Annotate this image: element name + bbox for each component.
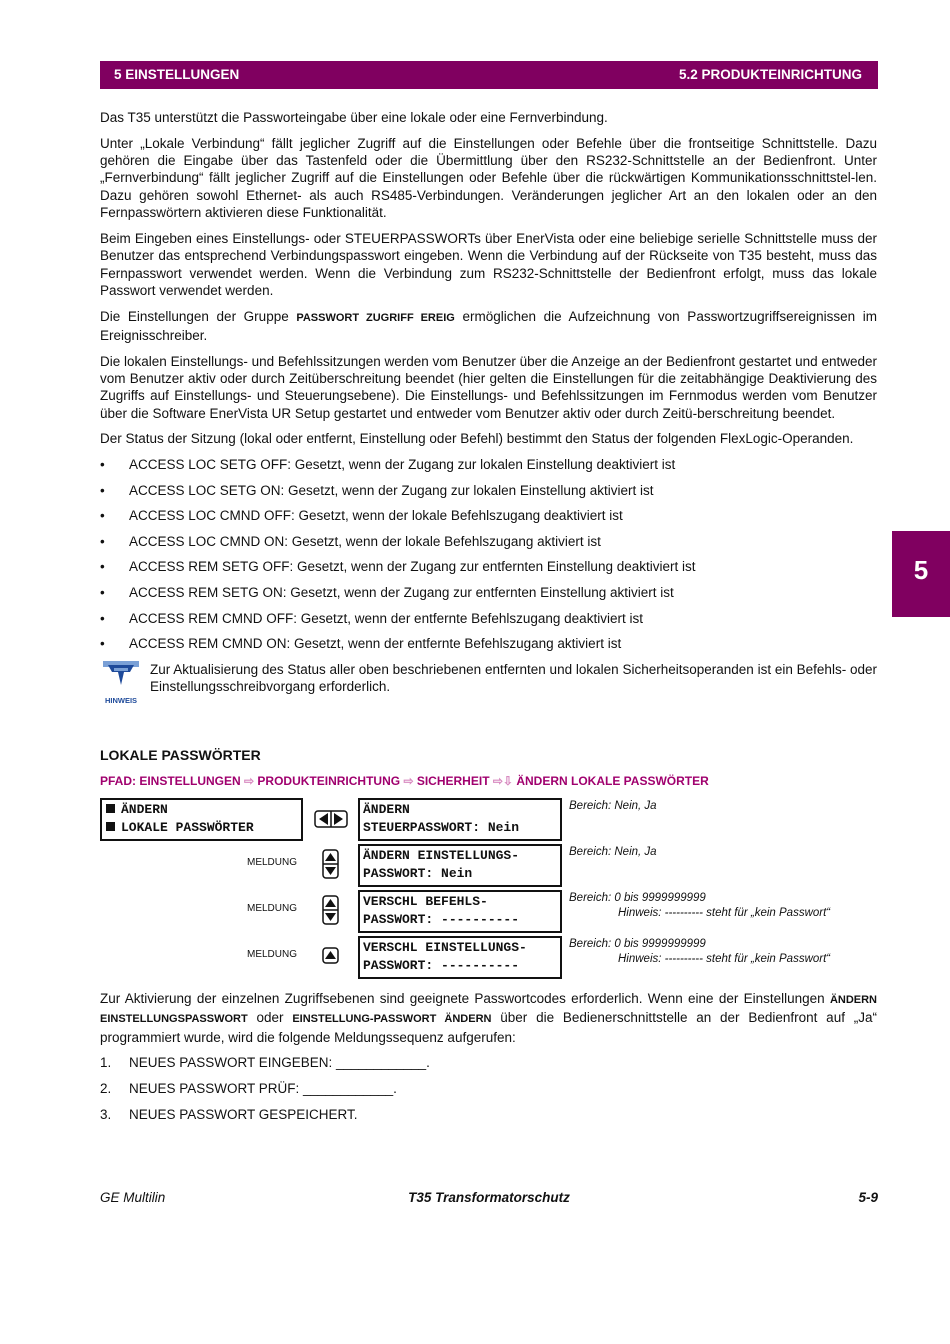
menu-line [105,801,298,819]
path-segment: ÄNDERN LOKALE PASSWÖRTER [516,774,709,788]
bullet-marker: • [100,482,105,498]
range-info [569,799,657,814]
page-number: 5-9 [858,1190,878,1205]
text-span: ermöglichen die Aufzeichnung von Passwortzugriffsereignissen im Ereignisschreiber. [100,308,878,344]
setting-name: ÄNDERN EINSTELLUNGSPASSWORT [100,994,877,1026]
range-text: Bereich: 0 bis 9999999999 [569,938,706,950]
footer-company: GE Multilin [100,1190,166,1205]
arrow-right-icon: ⇨ [244,774,255,788]
text-span: Die Einstellungen der Gruppe [100,308,297,324]
paragraph [100,308,877,345]
bullet-marker: • [100,533,105,549]
menu-item-box [358,798,562,841]
menu-line-text: PASSWORT: ---------- [363,958,520,973]
menu-line-text: ÄNDERN [363,802,410,817]
list-item [100,533,877,550]
list-item [100,635,877,652]
chapter-tab: 5 [892,531,950,617]
step-item [100,1054,877,1071]
menu-line-text: PASSWORT: Nein [363,866,473,881]
paragraph: Beim Eingeben eines Einstellungs- oder STEUERPASSWORTs über EnerVista oder eine beliebige serielle Schnittstelle muss der Benutzer das entsprechend Verbindungspasswort eingeben. Wenn die Verbindung auf der Rückseite von T35 besteht, muss das Fernpasswort verwendet werden. Wenn die Verbindung zum RS232-Schnittstelle der Bedienfront erfolgt, muss das lokale Passwort verwendet werden. [100,230,877,299]
note-icon [100,659,142,710]
menu-line-text: ÄNDERN [121,802,168,817]
section-header-bar [100,61,878,89]
list-item [100,558,877,575]
arrow-right-down-icon: ⇨⇩ [492,774,513,788]
bullet-text: ACCESS REM SETG OFF: Gesetzt, wenn der Zugang zur entfernten Einstellung deaktiviert ist [129,559,696,575]
range-info [569,845,657,860]
footer-product: T35 Transformatorschutz [408,1190,570,1205]
up-down-arrow-icon [322,895,339,925]
settings-path [100,774,709,788]
path-segment: PFAD: EINSTELLUNGEN [100,774,241,788]
menu-line-text: ÄNDERN EINSTELLUNGS- [363,848,520,863]
menu-item-box [358,890,562,933]
setting-name: PASSWORT ZUGRIFF EREIG [296,311,455,324]
step-item [100,1080,877,1097]
bullet-marker: • [100,636,105,652]
bullet-text: ACCESS REM CMND ON: Gesetzt, wenn der entfernte Befehlszugang aktiviert ist [129,636,622,652]
bullet-marker: • [100,559,105,575]
hint-text: Hinweis: ---------- steht für „kein Passwort“ [618,907,831,919]
message-label: MELDUNG [247,949,298,960]
step-number: 2. [100,1080,112,1096]
text-span: über die Bedienerschnittstelle an der Bedienfront auf „Ja“ programmiert wurde, wird die folgende Meldungssequenz aufgerufen: [100,1010,877,1045]
list-item [100,482,877,499]
square-bullet-icon [106,804,115,813]
range-text: Bereich: Nein, Ja [569,846,657,858]
subsection-title: LOKALE PASSWÖRTER [100,747,261,763]
range-text: Bereich: 0 bis 9999999999 [569,892,706,904]
menu-line-text: STEUERPASSWORT: Nein [363,820,520,835]
menu-item-box [358,936,562,979]
menu-line-text: LOKALE PASSWÖRTER [121,820,254,835]
text-span: Zur Aktivierung der einzelnen Zugriffsebenen sind geeignete Passwortcodes erforderlich. Wenn eine der Einstellungen [100,991,830,1006]
list-item [100,507,877,524]
menu-line-text: VERSCHL EINSTELLUNGS- [363,940,527,955]
menu-item-box [358,844,562,887]
hand-note-icon [100,659,142,687]
setting-name: EINSTELLUNG-PASSWORT ÄNDERN [292,1013,492,1026]
step-item [100,1106,877,1123]
paragraph: Das T35 unterstützt die Passworteingabe über eine lokale oder eine Fernverbindung. [100,110,608,125]
step-text: NEUES PASSWORT EINGEBEN: ____________. [129,1055,430,1071]
range-info [569,937,830,967]
body-text-lower [100,990,877,1131]
message-label: MELDUNG [247,903,298,914]
note-block [100,661,877,706]
section-title-header: 5.2 PRODUKTEINRICHTUNG [678,67,862,82]
up-down-arrow-icon [322,849,339,879]
up-arrow-icon [322,947,339,964]
bullet-text: ACCESS LOC SETG ON: Gesetzt, wenn der Zugang zur lokalen Einstellung aktiviert ist [129,482,654,498]
list-item [100,584,877,601]
menu-line-text: VERSCHL BEFEHLS- [363,894,488,909]
bullet-marker: • [100,584,105,600]
list-item [100,610,877,627]
chapter-title: 5 EINSTELLUNGEN [114,67,240,82]
text-span: oder [247,1010,293,1026]
step-text: NEUES PASSWORT PRÜF: ____________. [129,1080,397,1096]
bullet-text: ACCESS LOC CMND OFF: Gesetzt, wenn der lokale Befehlszugang deaktiviert ist [129,508,623,524]
left-right-arrow-icon [314,810,348,828]
paragraph: Die lokalen Einstellungs- und Befehlssitzungen werden vom Benutzer über die Anzeige an der Bedienfront gestartet und entweder vom Benutzer aktiv oder durch Zeitüberschreitung beendet (hier gelten die Einstellungen für die zeitabhängige Deaktivierung des Zugriffs auf Einstellungs- und Steuerungsebene). Die Einstellungs- und Befehlssitzungen im Fernmodus werden vom Benutzer über die Software EnerVista UR Setup gestartet und entweder vom Benutzer aktiv oder durch Zeitü-berschreitung beendet. [100,353,877,421]
main-menu-box [100,798,303,841]
step-text: NEUES PASSWORT GESPEICHERT. [129,1106,358,1122]
step-number: 3. [100,1106,112,1122]
step-number: 1. [100,1055,112,1071]
note-label: HINWEIS [104,696,138,706]
bullet-text: ACCESS REM SETG ON: Gesetzt, wenn der Zugang zur entfernten Einstellung aktiviert ist [129,584,674,600]
bullet-marker: • [100,457,105,473]
arrow-right-icon: ⇨ [403,774,414,788]
message-label: MELDUNG [247,857,298,868]
body-text [100,109,878,706]
paragraph [100,990,877,1046]
range-info [569,891,830,921]
bullet-marker: • [100,508,105,524]
path-segment: PRODUKTEINRICHTUNG [257,774,401,788]
bullet-text: ACCESS LOC SETG OFF: Gesetzt, wenn der Zugang zur lokalen Einstellung deaktiviert ist [129,457,676,473]
bullet-text: ACCESS REM CMND OFF: Gesetzt, wenn der entfernte Befehlszugang deaktiviert ist [129,610,643,626]
range-text: Bereich: Nein, Ja [569,800,657,812]
paragraph: Unter „Lokale Verbindung“ fällt jeglicher Zugriff auf die Einstellungen oder Befehle über die frontseitige Schnittstelle. Dazu gehören die Eingabe über das Tastenfeld oder die Übermittlung über den RS232-Schnittstelle an der Bedienfront. Unter „Fernverbindung“ fällt jeglicher Zugriff auf die Einstellungen oder Befehle über die rückwärtigen Kommunikationsschnittstel-len. Dazu gehören sowohl Ethernet- als auch RS485-Verbindungen. Veränderungen jeglicher Art an den lokalen oder an den Fernpasswörtern aktivieren diese Funktionalität. [100,135,877,221]
note-text: Zur Aktualisierung des Status aller oben beschriebenen entfernten und lokalen Sicherheitsoperanden ist ein Befehls- oder Einstellungsschreibvorgang erforderlich. [150,661,877,695]
paragraph: Der Status der Sitzung (lokal oder entfernt, Einstellung oder Befehl) bestimmt den Status der folgenden FlexLogic-Operanden. [100,431,854,447]
list-item [100,456,877,473]
square-bullet-icon [106,822,115,831]
bullet-marker: • [100,610,105,626]
bullet-text: ACCESS LOC CMND ON: Gesetzt, wenn der lokale Befehlszugang aktiviert ist [129,533,601,549]
menu-line [105,819,298,837]
hint-text: Hinweis: ---------- steht für „kein Passwort“ [618,953,831,965]
menu-line-text: PASSWORT: ---------- [363,912,520,927]
path-segment: SICHERHEIT [416,774,490,788]
